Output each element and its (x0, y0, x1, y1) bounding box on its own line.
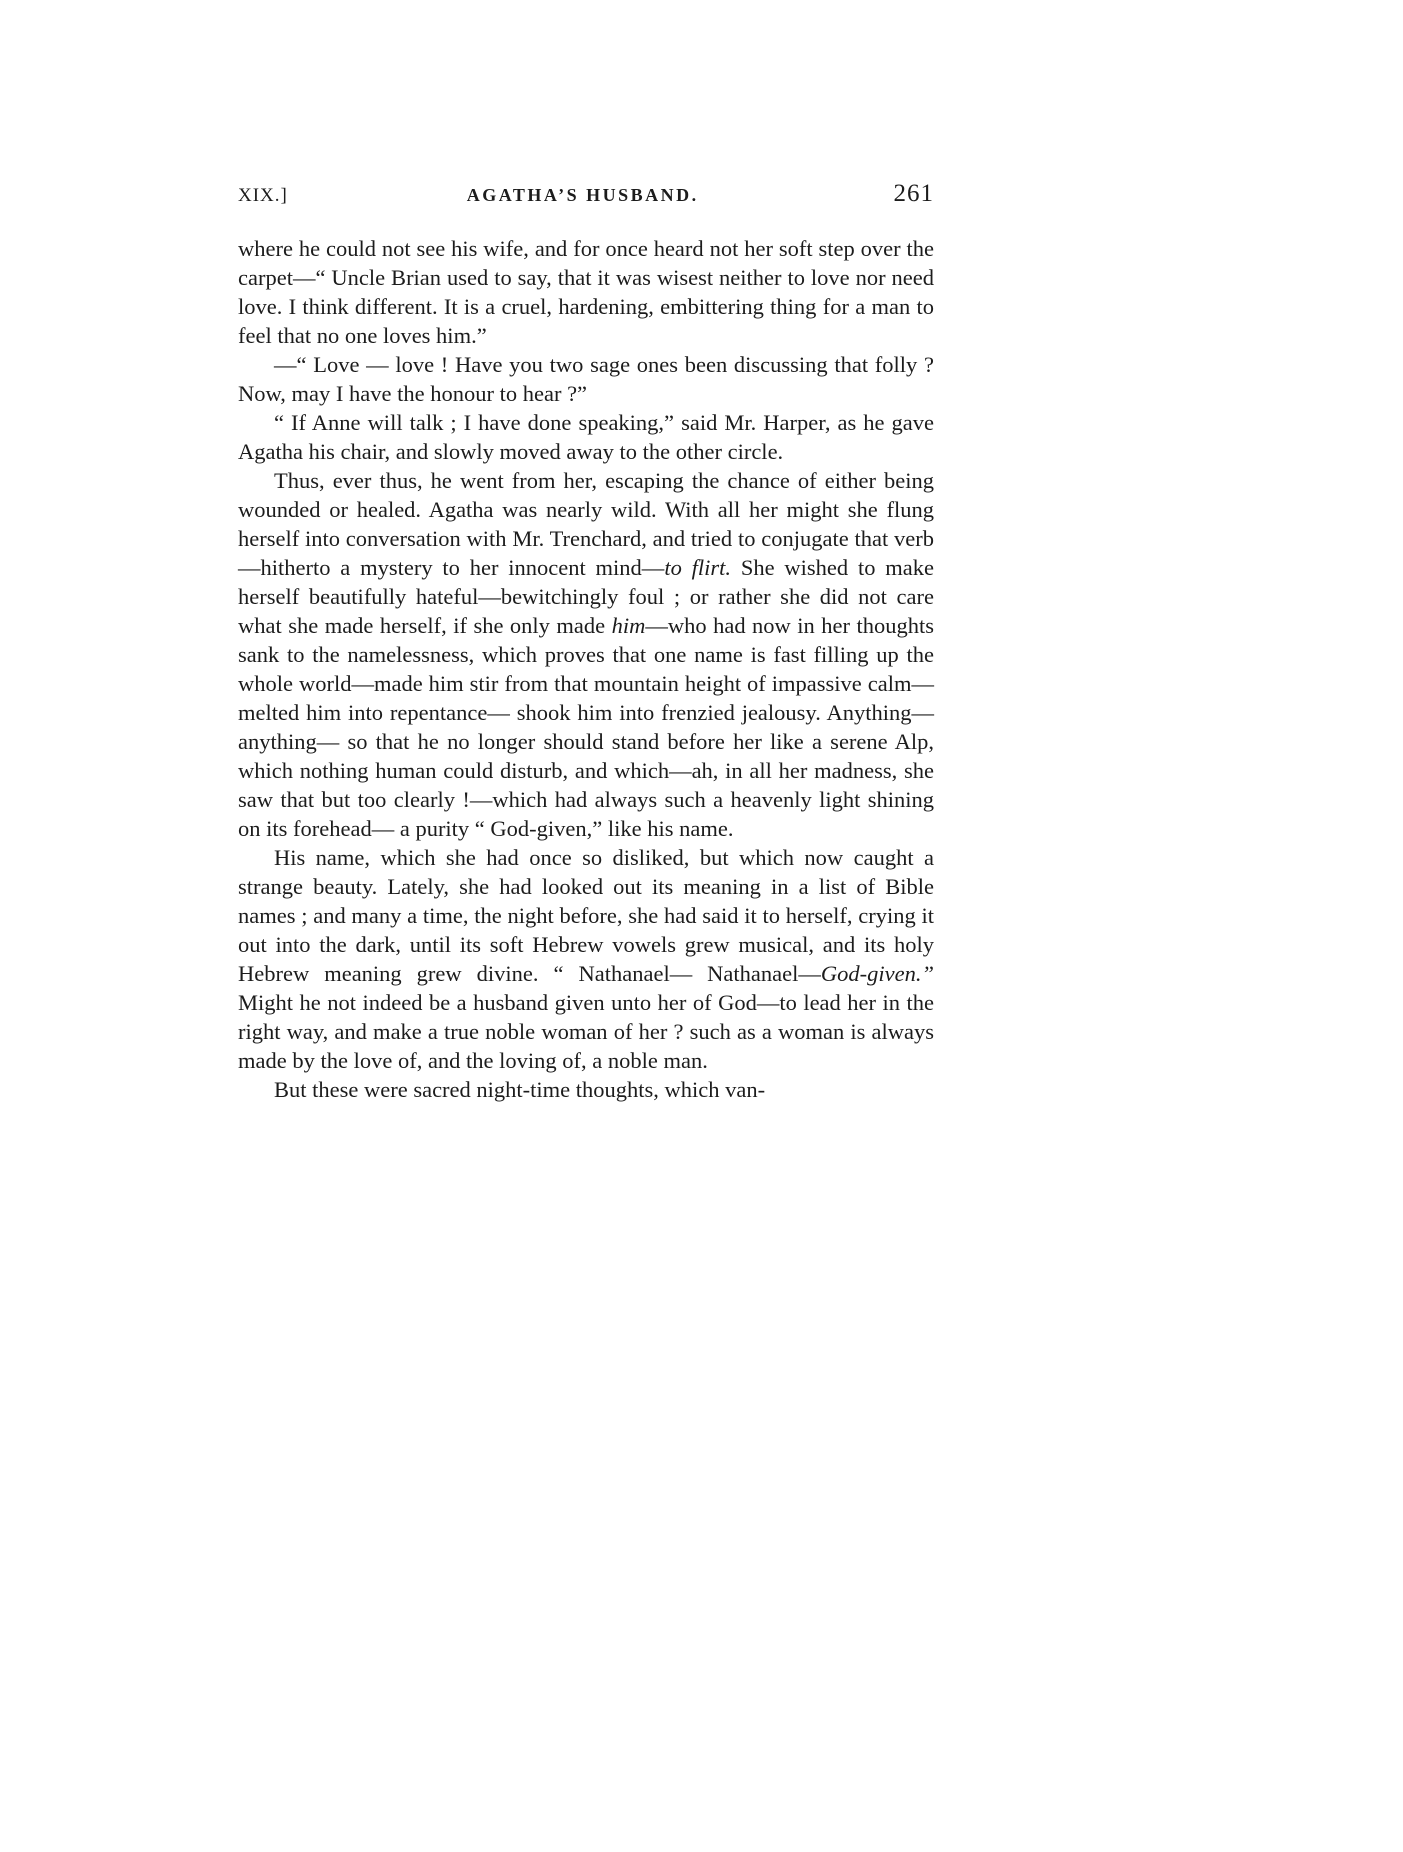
text-run: “ If Anne will talk ; I have done speaking,” said Mr. Harper, as he gave Agatha his chair, and slowly moved away to the other circle. (238, 410, 934, 464)
text-run: Might he not indeed be a husband given unto her of God—to lead her in the right way, and make a true noble woman of her ? such as a woman is always made by the love of, and the loving of, a noble man. (238, 990, 934, 1073)
page-content (238, 180, 934, 1104)
page-body (238, 234, 934, 1104)
italic-text: God-given.” (820, 961, 934, 986)
paragraph (238, 843, 934, 1075)
paragraph (238, 408, 934, 466)
italic-text: him (611, 613, 646, 638)
running-title: AGATHA’S HUSBAND. (466, 185, 699, 205)
paragraph (238, 350, 934, 408)
text-run: His name, which she had once so disliked, but which now caught a strange beauty. Lately, she had looked out its meaning in a list of Bible names ; and many a time, the night before, she had said it to herself, crying it out into the dark, until its soft Hebrew vowels grew musical, and its holy Hebrew meaning grew divine. “ Nathanael— Nathanael— (238, 845, 934, 986)
text-run: She wished to make herself beautifully hateful—bewitchingly foul ; or rather she did not care what she made herself, if she only made (238, 555, 934, 638)
page-number: 261 (893, 180, 934, 207)
text-run: —who had now in her thoughts sank to the namelessness, which proves that one name is fast filling up the whole world—made him stir from that mountain height of impassive calm—melted him into repentance— shook him into frenzied jealousy. Anything—anything— so that he no longer should stand before her like a serene Alp, which nothing human could disturb, and which—ah, in all her madness, she saw that but too clearly !—which had always such a heavenly light shining on its forehead— a purity “ God-given,” like his name. (238, 613, 934, 841)
paragraph (238, 234, 934, 350)
text-run: where he could not see his wife, and for once heard not her soft step over the carpet—“ Uncle Brian used to say, that it was wisest neither to love nor need love. I think different. It is a cruel, hardening, embittering thing for a man to feel that no one loves him.” (238, 236, 934, 348)
chapter-marker: XIX.] (238, 185, 288, 206)
italic-text: to flirt. (664, 555, 732, 580)
page-header (238, 180, 934, 208)
paragraph (238, 1075, 934, 1104)
text-run: —“ Love — love ! Have you two sage ones been discussing that folly ? Now, may I have the honour to hear ?” (238, 352, 934, 406)
text-run: But these were sacred night-time thoughts, which van- (274, 1077, 766, 1102)
paragraph (238, 466, 934, 843)
text-run: Thus, ever thus, he went from her, escaping the chance of either being wounded or healed. Agatha was nearly wild. With all her might she flung herself into conversation with Mr. Trenchard, and tried to conjugate that verb —hitherto a mystery to her innocent mind— (238, 468, 934, 580)
